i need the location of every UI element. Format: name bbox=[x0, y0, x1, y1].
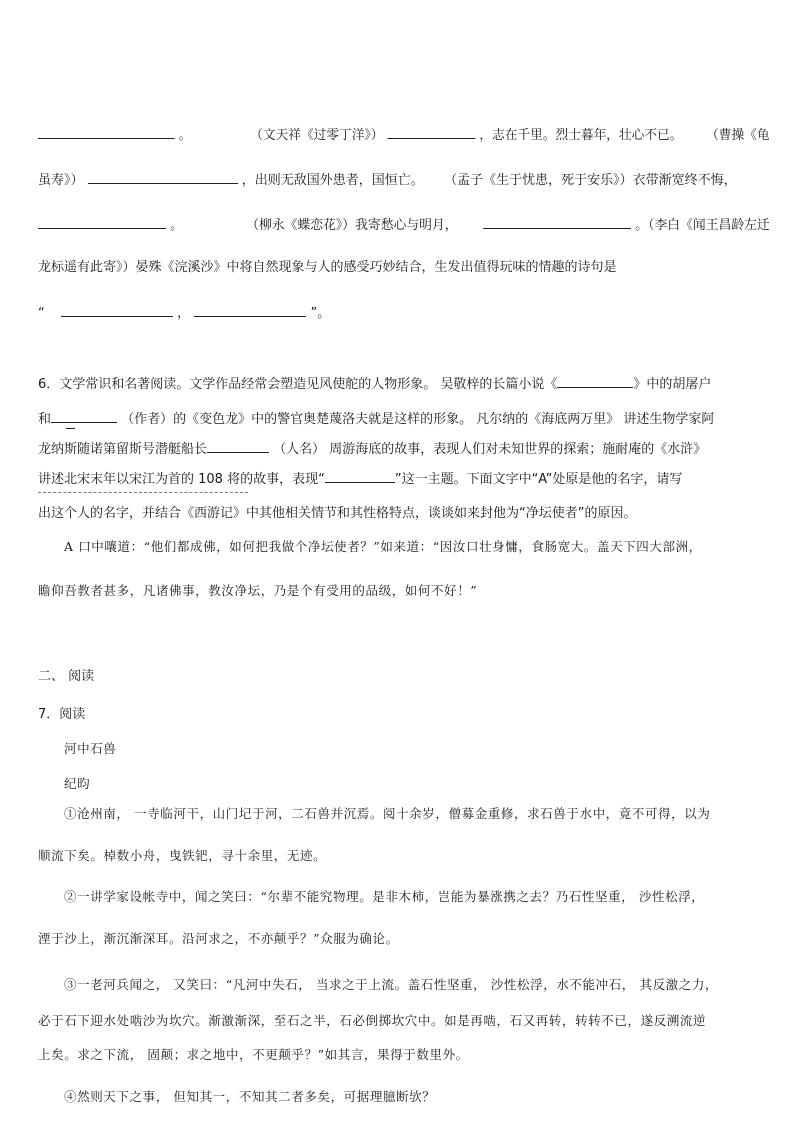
text: ”。 bbox=[310, 306, 331, 321]
q6-line-3 bbox=[38, 439, 706, 459]
answer-blank[interactable] bbox=[38, 125, 175, 139]
text: 。 bbox=[170, 218, 183, 233]
text: “ bbox=[38, 306, 45, 321]
text: 虽寿》） bbox=[38, 173, 84, 188]
q6-quote-line-2: 瞻仰吾教者甚多，凡诸佛事，教汝净坛，乃是个有受用的品级，如何不好！” bbox=[38, 583, 478, 598]
dashed-divider bbox=[38, 492, 248, 493]
answer-blank[interactable] bbox=[483, 215, 631, 229]
passage-paragraph-2: ②一讲学家设帐寺中，闻之笑曰：“尔辈不能究物理。是非木柿，岂能为暴涨携之去？乃石性坚重， 沙性松浮， bbox=[64, 889, 705, 904]
passage-paragraph-1-cont: 顺流下矣。棹数小舟，曳铁钯，寻十余里，无迹。 bbox=[38, 848, 327, 863]
text: 龙纳斯随诺第留斯号潜艇船长 bbox=[38, 442, 208, 457]
q6-line-5: 出这个人的名字，并结合《西游记》中其他相关情节和其性格特点，谈谈如来封他为“净坛使者”的原因。 bbox=[38, 506, 637, 521]
q5-line-2 bbox=[38, 170, 737, 190]
answer-blank[interactable] bbox=[325, 469, 395, 483]
answer-blank[interactable] bbox=[61, 303, 173, 317]
text: （作者）的《变色龙》中的警官奥楚蔑洛夫就是这样的形象。 凡尔纳的《海底两万里》 讲述生物学家阿 bbox=[121, 412, 715, 427]
passage-paragraph-3-cont-1: 必于石下迎水处啮沙为坎穴。渐激渐深，至石之半，石必倒掷坎穴中。如是再啮，石又再转，转转不已，遂反溯流逆 bbox=[38, 1013, 707, 1028]
source-citation: （文天祥《过零丁洋》） bbox=[250, 128, 384, 143]
text: 。 bbox=[178, 128, 192, 143]
answer-blank[interactable] bbox=[38, 215, 166, 229]
source-citation: （孟子《生于忧患，死于安乐》）衣带渐宽终不悔， bbox=[444, 173, 737, 188]
question-number: 7．阅读 bbox=[38, 707, 86, 722]
passage-paragraph-1: ①沧州南， 一寺临河干，山门圮于河，二石兽并沉焉。阅十余岁，僧募金重修，求石兽于水中，竟不可得，以为 bbox=[64, 806, 711, 821]
section-heading: 二、 阅读 bbox=[38, 669, 95, 684]
q6-line-2 bbox=[38, 409, 714, 429]
text: 》中的胡屠户 bbox=[633, 377, 712, 392]
passage-author: 纪昀 bbox=[64, 776, 91, 791]
passage-paragraph-3: ③一老河兵闻之， 又笑曰：“凡河中失石， 当求之于上流。盖石性坚重， 沙性松浮，水不能冲石， 其反激之力， bbox=[64, 977, 719, 992]
text: ， bbox=[177, 306, 191, 321]
q6-line-1 bbox=[38, 374, 711, 394]
answer-blank[interactable] bbox=[207, 439, 269, 453]
text: ”这一主题。下面文字中“A”处原是他的名字，请写 bbox=[394, 472, 683, 487]
answer-blank[interactable] bbox=[557, 374, 633, 388]
passage-paragraph-4: ④然则天下之事， 但知其一，不知其二者多矣，可据理臆断欤？ bbox=[64, 1089, 436, 1104]
source-citation: （曹操《龟 bbox=[706, 128, 770, 143]
q5-line-5 bbox=[38, 303, 330, 323]
q5-line-4: 龙标遥有此寄》）晏殊《浣溪沙》中将自然现象与人的感受巧妙结合，生发出值得玩味的情趣的诗句是 bbox=[38, 260, 617, 275]
answer-blank[interactable] bbox=[88, 170, 238, 184]
q6-line-4 bbox=[38, 469, 682, 489]
q5-line-3 bbox=[38, 215, 770, 235]
q5-line-1 bbox=[38, 125, 770, 145]
stray-mark bbox=[66, 428, 75, 429]
text: ，志在千里。烈士暮年，壮心不已。 bbox=[479, 128, 683, 143]
text: 讲述北宋末年以宋江为首的 108 将的故事，表现“ bbox=[38, 472, 325, 487]
text: 。（李白《闻王昌龄左迁 bbox=[635, 218, 770, 233]
text: 6．文学常识和名著阅读。文学作品经常会塑造见风使舵的人物形象。 吴敬梓的长篇小说《 bbox=[38, 377, 558, 392]
passage-paragraph-2-cont: 湮于沙上，渐沉渐深耳。沿河求之，不亦颠乎？”众服为确论。 bbox=[38, 931, 399, 946]
text: ，出则无敌国外患者，国恒亡。 bbox=[241, 173, 424, 188]
answer-blank[interactable] bbox=[194, 303, 306, 317]
answer-blank[interactable] bbox=[387, 125, 475, 139]
q6-quote-line-1: A 口中嚷道：“他们都成佛，如何把我做个净坛使者？”如来道：“因汝口壮身慵，食肠宽大。盖天下四大部洲， bbox=[64, 539, 702, 554]
source-citation: （柳永《蝶恋花》）我寄愁心与明月， bbox=[246, 218, 458, 233]
passage-title: 河中石兽 bbox=[64, 741, 117, 756]
text: 和 bbox=[38, 412, 52, 427]
passage-paragraph-3-cont-2: 上矣。求之下流， 固颠；求之地中，不更颠乎？”如其言，果得于数里外。 bbox=[38, 1047, 469, 1062]
answer-blank[interactable] bbox=[51, 409, 117, 423]
text: （人名） 周游海底的故事，表现人们对未知世界的探索；施耐庵的《水浒》 bbox=[273, 442, 707, 457]
